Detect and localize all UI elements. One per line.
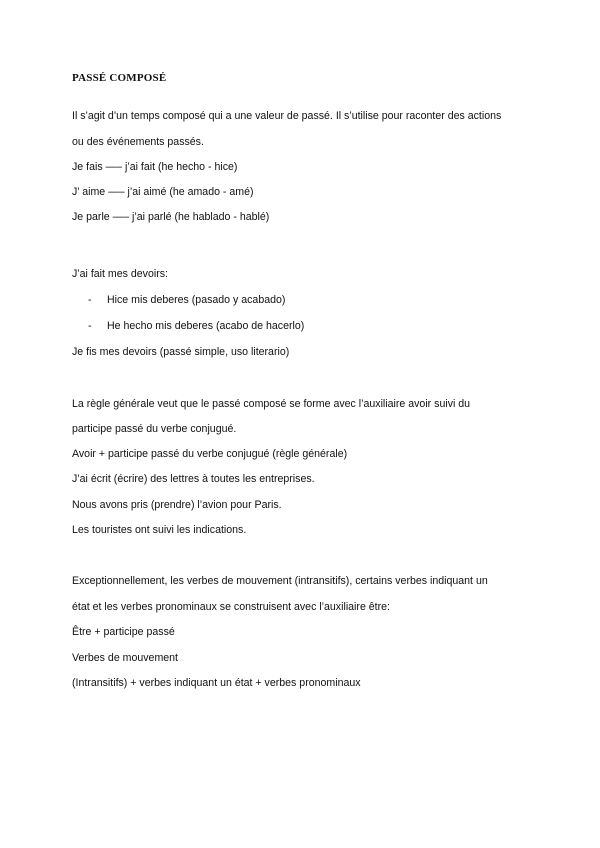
exception-line-1: Exceptionnellement, les verbes de mouvement (intransitifs), certains verbes indiquant un [72, 575, 488, 587]
bullet-dash: - [88, 320, 92, 332]
document-title: PASSÉ COMPOSÉ [72, 72, 167, 84]
bullet-text: Hice mis deberes (pasado y acabado) [107, 294, 286, 306]
example-line-1: Je fais —– j’ai fait (he hecho - hice) [72, 161, 238, 173]
exception-example-1: Être + participe passé [72, 626, 175, 638]
bullet-item-1 [88, 293, 285, 307]
bullet-item-2 [88, 319, 304, 333]
rule-example-4: Les touristes ont suivi les indications. [72, 524, 247, 536]
rule-example-3: Nous avons pris (prendre) l’avion pour Paris. [72, 499, 282, 511]
devoirs-heading: J’ai fait mes devoirs: [72, 268, 168, 280]
rule-line-2: participe passé du verbe conjugué. [72, 423, 237, 435]
rule-example-2: J’ai écrit (écrire) des lettres à toutes les entreprises. [72, 473, 315, 485]
bullet-dash: - [88, 294, 92, 306]
exception-line-2: état et les verbes pronominaux se construisent avec l’auxiliaire être: [72, 601, 390, 613]
example-line-2: J’ aime —– j’ai aimé (he amado - amé) [72, 186, 254, 198]
rule-example-1: Avoir + participe passé du verbe conjugué (règle générale) [72, 448, 348, 460]
intro-line-1: Il s’agit d’un temps composé qui a une valeur de passé. Il s’utilise pour raconter des actions [72, 110, 502, 122]
intro-line-2: ou des événements passés. [72, 136, 204, 148]
rule-line-1: La règle générale veut que le passé composé se forme avec l’auxiliaire avoir suivi du [72, 398, 471, 410]
example-line-3: Je parle —– j’ai parlé (he hablado - hablé) [72, 211, 270, 223]
bullet-text: He hecho mis deberes (acabo de hacerlo) [107, 320, 305, 332]
passe-simple-note: Je fis mes devoirs (passé simple, uso literario) [72, 346, 290, 358]
exception-example-3: (Intransitifs) + verbes indiquant un état + verbes pronominaux [72, 677, 361, 689]
exception-example-2: Verbes de mouvement [72, 652, 178, 664]
